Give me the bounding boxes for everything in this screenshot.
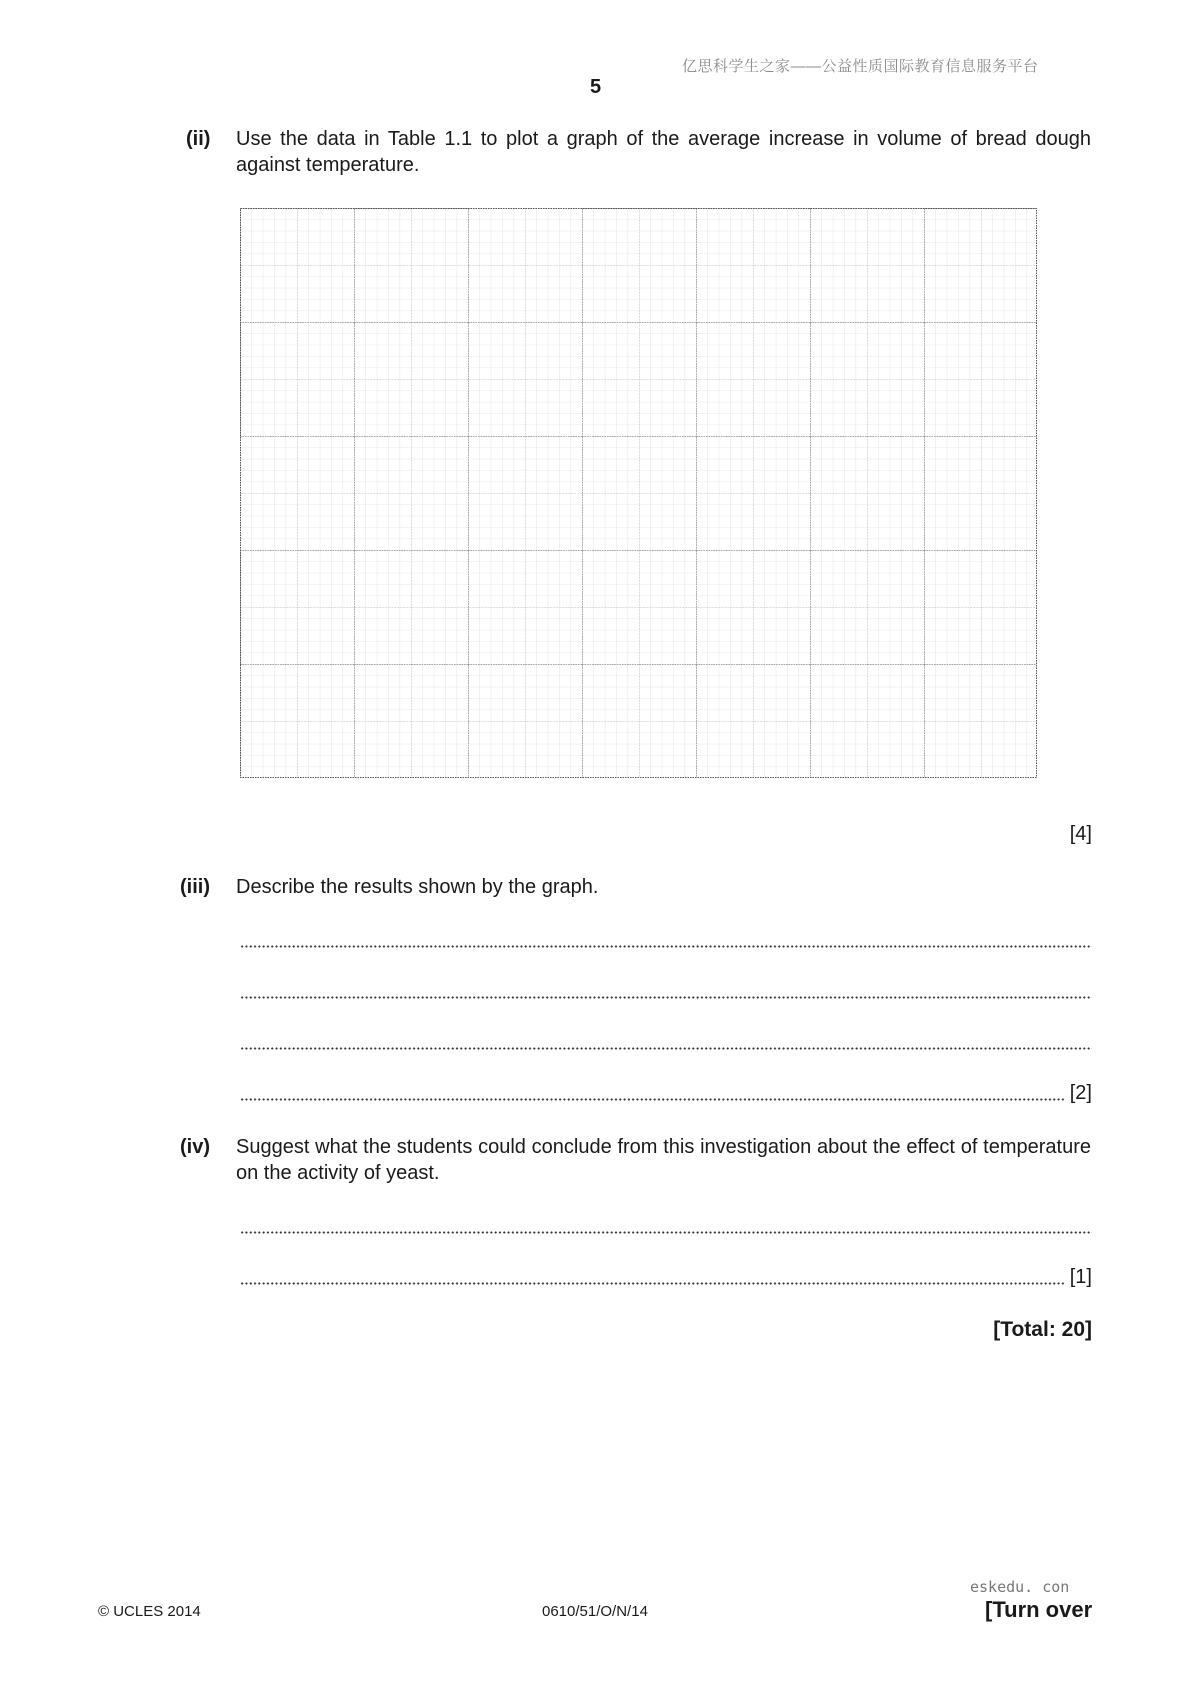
question-ii-text: Use the data in Table 1.1 to plot a graph of the average increase in volume of bread dough against temperature. — [236, 128, 1091, 176]
total-marks: [Total: 20] — [993, 1318, 1092, 1341]
question-ii-label: (ii) — [186, 128, 211, 150]
question-iv-text: Suggest what the students could conclude from this investigation about the effect of temperature on the activity of yeast. — [236, 1136, 1091, 1184]
answer-line-iv-1[interactable] — [240, 1212, 1092, 1238]
answer-line-iv-2[interactable] — [240, 1263, 1092, 1289]
graph-paper — [240, 208, 1037, 778]
watermark-text: 亿思科学生之家——公益性质国际教育信息服务平台 — [682, 58, 1039, 75]
graph-grid[interactable] — [240, 208, 1037, 778]
question-iii-mark: [2] — [1069, 1082, 1092, 1104]
footer-copyright: © UCLES 2014 — [98, 1603, 201, 1620]
turn-over-label: [Turn over — [985, 1597, 1093, 1622]
page-number: 5 — [589, 76, 602, 98]
question-iii-text: Describe the results shown by the graph. — [236, 876, 599, 898]
answer-line-iii-4[interactable] — [240, 1079, 1092, 1105]
answer-line-iii-2[interactable] — [240, 977, 1092, 1003]
answer-line-iii-1[interactable] — [240, 926, 1092, 952]
question-iv-mark: [1] — [1069, 1266, 1092, 1288]
footer-site: eskedu. con — [970, 1578, 1070, 1596]
question-ii-mark: [4] — [1069, 823, 1092, 845]
answer-line-iii-3[interactable] — [240, 1028, 1092, 1054]
question-iv-label: (iv) — [180, 1136, 210, 1158]
footer-paper-code: 0610/51/O/N/14 — [542, 1603, 648, 1620]
question-iii-label: (iii) — [180, 876, 210, 898]
